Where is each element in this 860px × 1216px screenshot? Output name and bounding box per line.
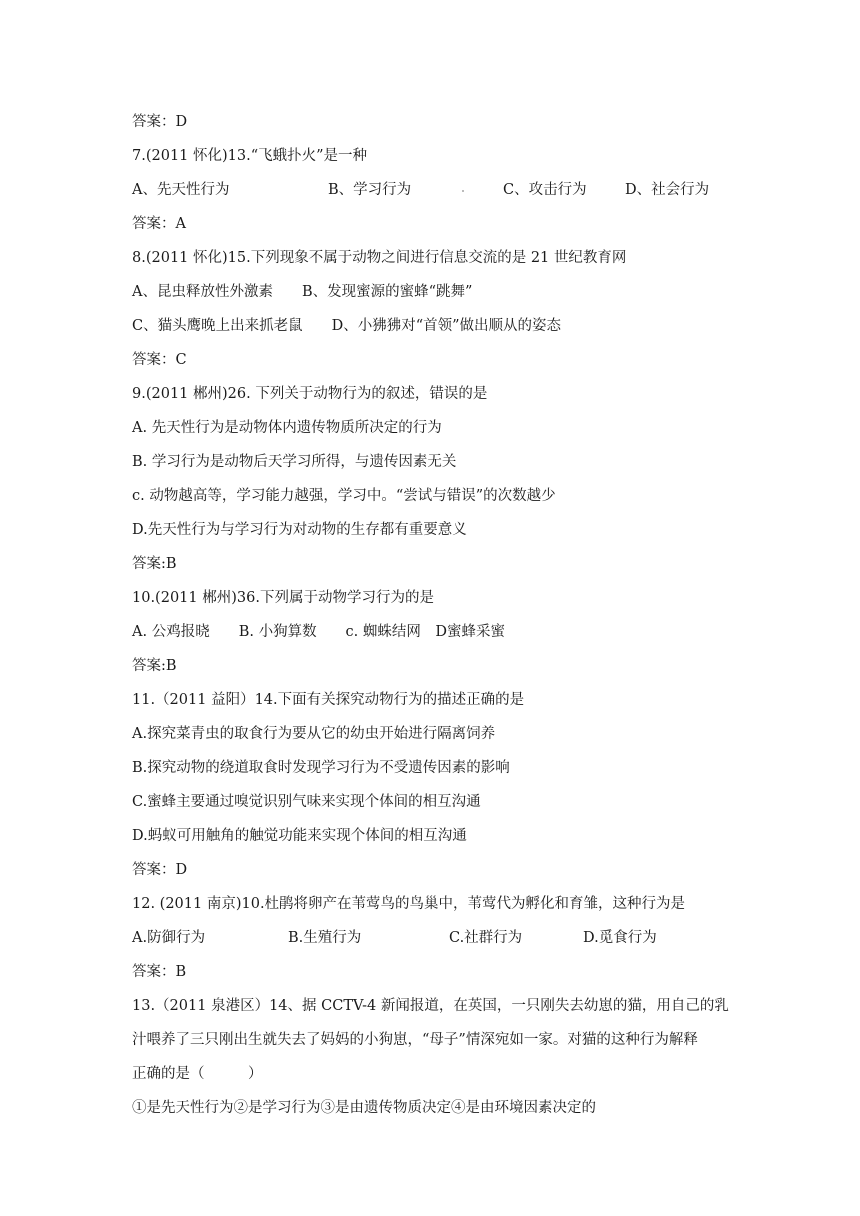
q8-options-cd: C、猫头鹰晚上出来抓老鼠 D、小狒狒对“首领”做出顺从的姿态 (132, 318, 562, 334)
q11-option-d: D.蚂蚁可用触角的触觉功能来实现个体间的相互沟通 (132, 828, 467, 844)
question-13-line2: 汁喂养了三只刚出生就失去了妈妈的小狗崽，“母子”情深宛如一家。对猫的这种行为解释 (132, 1032, 698, 1048)
q7-option-c: C、攻击行为 (503, 182, 587, 198)
q7-option-d: D、社会行为 (625, 182, 710, 198)
question-7: 7.(2011 怀化)13.“飞蛾扑火”是一种 (132, 148, 368, 164)
q12-option-b: B.生殖行为 (288, 930, 362, 946)
question-12: 12. (2011 南京)10.杜鹃将卵产在苇莺鸟的鸟巢中，苇莺代为孵化和育雏，这种行为是 (132, 896, 686, 912)
q10-options: A. 公鸡报晓 B. 小狗算数 c. 蜘蛛结网 D蜜蜂采蜜 (132, 624, 506, 640)
answer-9: 答案:B (132, 556, 177, 572)
answer-12: 答案：B (132, 964, 187, 980)
q7-option-b: B、学习行为 (328, 182, 412, 198)
answer-6: 答案：D (132, 114, 188, 130)
q9-option-a: A. 先天性行为是动物体内遗传物质所决定的行为 (132, 420, 442, 436)
question-8: 8.(2011 怀化)15.下列现象不属于动物之间进行信息交流的是 21 世纪教育网 (132, 250, 627, 266)
q8-options-ab: A、昆虫释放性外激素 B、发现蜜源的蜜蜂“跳舞” (132, 284, 473, 300)
question-13-line1: 13.（2011 泉港区）14、据 CCTV-4 新闻报道，在英国，一只刚失去幼崽的猫，用自己的乳 (132, 998, 729, 1014)
q9-option-d: D.先天性行为与学习行为对动物的生存都有重要意义 (132, 522, 467, 538)
question-11: 11.（2011 益阳）14.下面有关探究动物行为的描述正确的是 (132, 692, 525, 708)
q12-option-d: D.觅食行为 (583, 930, 657, 946)
q12-option-a: A.防御行为 (132, 930, 206, 946)
q13-statements: ①是先天性行为②是学习行为③是由遗传物质决定④是由环境因素决定的 (132, 1100, 596, 1116)
question-10: 10.(2011 郴州)36.下列属于动物学习行为的是 (132, 590, 434, 606)
stray-dot (462, 190, 464, 192)
q11-option-c: C.蜜蜂主要通过嗅觉识别气味来实现个体间的相互沟通 (132, 794, 481, 810)
q11-option-a: A.探究菜青虫的取食行为要从它的幼虫开始进行隔离饲养 (132, 726, 496, 742)
question-13-line3: 正确的是（ ） (132, 1066, 263, 1082)
answer-11: 答案：D (132, 862, 188, 878)
q11-option-b: B.探究动物的绕道取食时发现学习行为不受遗传因素的影响 (132, 760, 510, 776)
answer-8: 答案：C (132, 352, 187, 368)
q12-option-c: C.社群行为 (449, 930, 523, 946)
answer-7: 答案：A (132, 216, 186, 232)
q9-option-c: c. 动物越高等，学习能力越强，学习中。“尝试与错误”的次数越少 (132, 488, 556, 504)
q7-option-a: A、先天性行为 (132, 182, 230, 198)
q9-option-b: B. 学习行为是动物后天学习所得，与遗传因素无关 (132, 454, 457, 470)
answer-10: 答案:B (132, 658, 177, 674)
question-9: 9.(2011 郴州)26. 下列关于动物行为的叙述，错误的是 (132, 386, 488, 402)
